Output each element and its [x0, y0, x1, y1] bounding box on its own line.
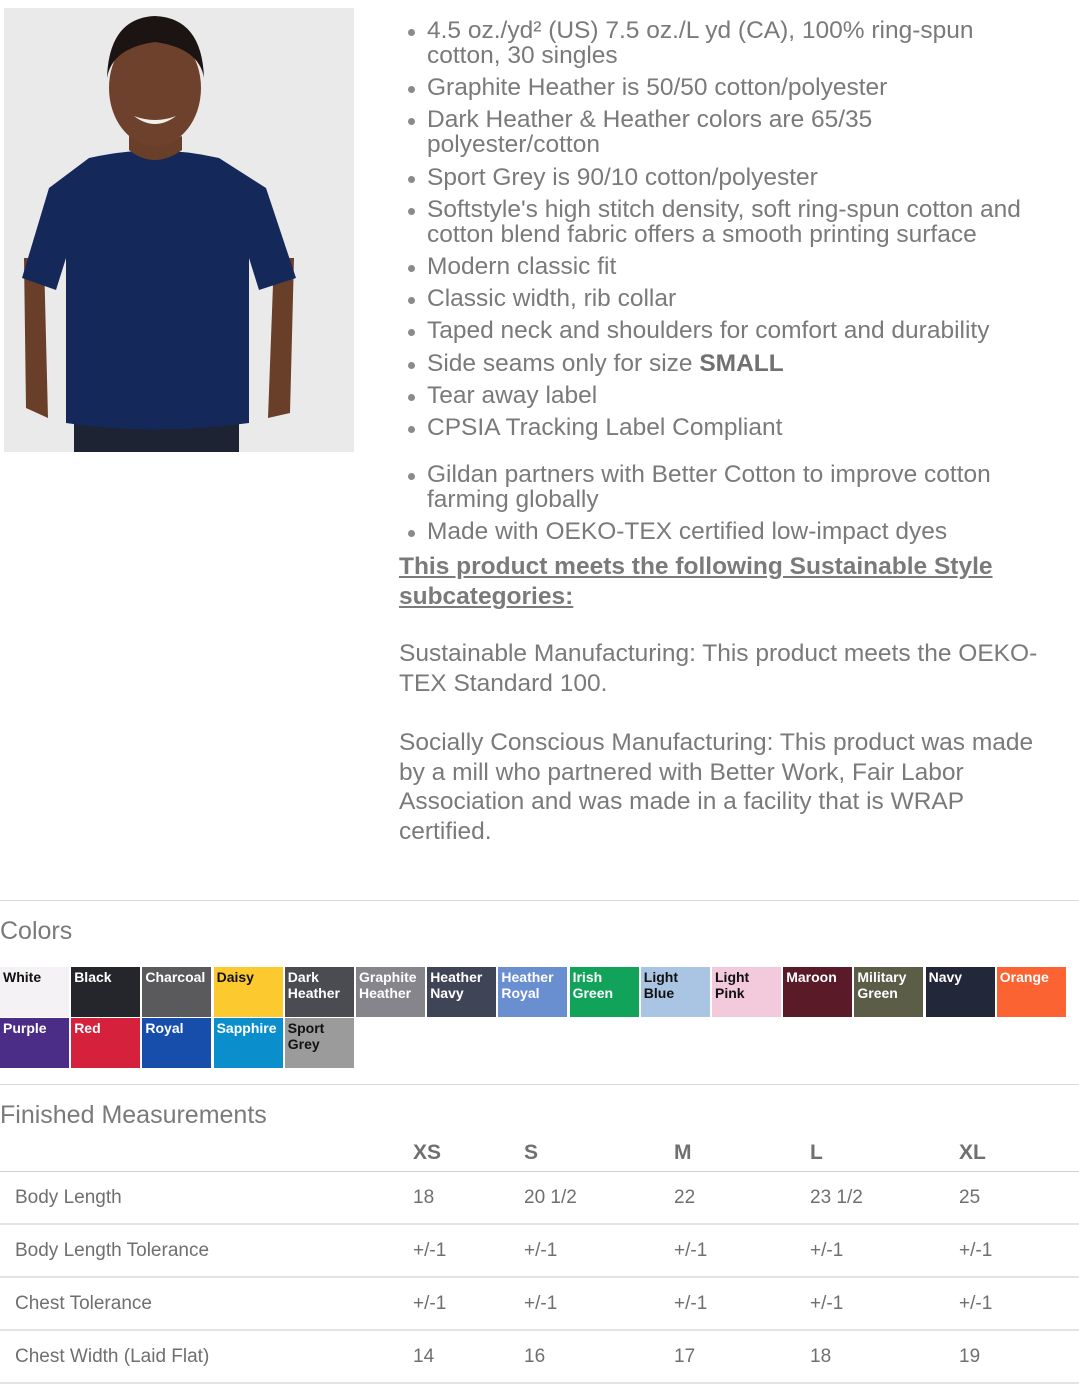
- table-row: [0, 1277, 1079, 1330]
- color-swatch[interactable]: Heather Navy: [427, 967, 497, 1017]
- table-row: [0, 1330, 1079, 1383]
- child-in-navy-tshirt-illustration: [4, 8, 354, 452]
- color-swatch[interactable]: Orange: [997, 967, 1067, 1017]
- color-swatch[interactable]: Light Pink: [712, 967, 782, 1017]
- section-divider: [0, 1084, 1079, 1085]
- sustainable-style-heading: This product meets the following Sustainable Style subcategories:: [399, 553, 993, 611]
- feature-item: Tear away label: [399, 383, 1039, 408]
- color-swatch[interactable]: Navy: [926, 967, 996, 1017]
- feature-item: Modern classic fit: [399, 254, 1039, 279]
- feature-item: Taped neck and shoulders for comfort and durability: [399, 318, 1039, 343]
- table-cell: 17: [674, 1330, 810, 1383]
- color-swatch[interactable]: Irish Green: [570, 967, 640, 1017]
- table-cell: +/-1: [810, 1277, 959, 1330]
- table-cell: 18: [413, 1172, 524, 1225]
- color-swatch[interactable]: Sapphire: [214, 1018, 284, 1068]
- side-seams-size: SMALL: [699, 349, 784, 377]
- row-label: Body Length: [0, 1172, 413, 1225]
- color-swatch[interactable]: Purple: [0, 1018, 70, 1068]
- color-swatch[interactable]: Light Blue: [641, 967, 711, 1017]
- feature-item: CPSIA Tracking Label Compliant: [399, 415, 1039, 440]
- color-swatch[interactable]: Graphite Heather: [356, 967, 426, 1017]
- product-details: [399, 18, 1039, 846]
- color-swatch[interactable]: Dark Heather: [285, 967, 355, 1017]
- sustainability-item: Gildan partners with Better Cotton to improve cotton farming globally: [399, 462, 1039, 512]
- color-swatch[interactable]: Military Green: [854, 967, 924, 1017]
- section-divider: [0, 900, 1079, 901]
- table-cell: +/-1: [413, 1277, 524, 1330]
- feature-item: Graphite Heather is 50/50 cotton/polyester: [399, 75, 1039, 100]
- color-swatch[interactable]: Charcoal: [142, 967, 212, 1017]
- table-cell: +/-1: [674, 1224, 810, 1277]
- color-swatch[interactable]: Heather Royal: [498, 967, 568, 1017]
- color-swatch[interactable]: Daisy: [214, 967, 284, 1017]
- table-cell: 18: [810, 1330, 959, 1383]
- feature-item: Sport Grey is 90/10 cotton/polyester: [399, 165, 1039, 190]
- size-header: L: [810, 1135, 959, 1172]
- product-photo: [4, 8, 354, 452]
- feature-item: Classic width, rib collar: [399, 286, 1039, 311]
- table-cell: +/-1: [674, 1277, 810, 1330]
- sustainability-list: [399, 462, 1039, 544]
- size-header: S: [524, 1135, 674, 1172]
- table-cell: 16: [524, 1330, 674, 1383]
- table-cell: 25: [959, 1172, 1079, 1225]
- table-cell: 22: [674, 1172, 810, 1225]
- color-swatch[interactable]: Maroon: [783, 967, 853, 1017]
- feature-item-side-seams: [399, 351, 1039, 376]
- table-cell: +/-1: [524, 1224, 674, 1277]
- colors-title: Colors: [0, 917, 73, 945]
- table-cell: 20 1/2: [524, 1172, 674, 1225]
- feature-list: [399, 18, 1039, 440]
- table-row: [0, 1224, 1079, 1277]
- row-label: Body Length Tolerance: [0, 1224, 413, 1277]
- feature-item: Dark Heather & Heather colors are 65/35 polyester/cotton: [399, 107, 1039, 157]
- size-header: XS: [413, 1135, 524, 1172]
- sustainable-manufacturing-text: Sustainable Manufacturing: This product meets the OEKO-TEX Standard 100.: [399, 640, 1038, 697]
- size-header: M: [674, 1135, 810, 1172]
- feature-item: Softstyle's high stitch density, soft ring-spun cotton and cotton blend fabric offers a smooth printing surface: [399, 197, 1039, 247]
- measurements-table: [0, 1135, 1079, 1384]
- sustainability-item: Made with OEKO-TEX certified low-impact dyes: [399, 519, 1039, 544]
- feature-item: 4.5 oz./yd² (US) 7.5 oz./L yd (CA), 100% ring-spun cotton, 30 singles: [399, 18, 1039, 68]
- header-blank: [0, 1135, 413, 1172]
- color-swatch[interactable]: Sport Grey: [285, 1018, 355, 1068]
- table-row: [0, 1172, 1079, 1225]
- row-label: Chest Width (Laid Flat): [0, 1330, 413, 1383]
- table-cell: +/-1: [959, 1277, 1079, 1330]
- table-cell: +/-1: [524, 1277, 674, 1330]
- color-swatch[interactable]: Red: [71, 1018, 141, 1068]
- table-cell: 23 1/2: [810, 1172, 959, 1225]
- table-cell: +/-1: [810, 1224, 959, 1277]
- size-header: XL: [959, 1135, 1079, 1172]
- row-label: Chest Tolerance: [0, 1277, 413, 1330]
- table-cell: +/-1: [959, 1224, 1079, 1277]
- table-cell: +/-1: [413, 1224, 524, 1277]
- color-swatch[interactable]: White: [0, 967, 70, 1017]
- socially-conscious-text: Socially Conscious Manufacturing: This product was made by a mill who partnered with Better Work, Fair Labor Association and was made in a facility that is WRAP certified.: [399, 729, 1034, 845]
- color-swatch[interactable]: Black: [71, 967, 141, 1017]
- color-swatch[interactable]: Royal: [142, 1018, 212, 1068]
- table-cell: 19: [959, 1330, 1079, 1383]
- table-cell: 14: [413, 1330, 524, 1383]
- measurements-title: Finished Measurements: [0, 1101, 267, 1129]
- size-header-row: [0, 1135, 1079, 1172]
- side-seams-text: Side seams only for size: [427, 349, 700, 377]
